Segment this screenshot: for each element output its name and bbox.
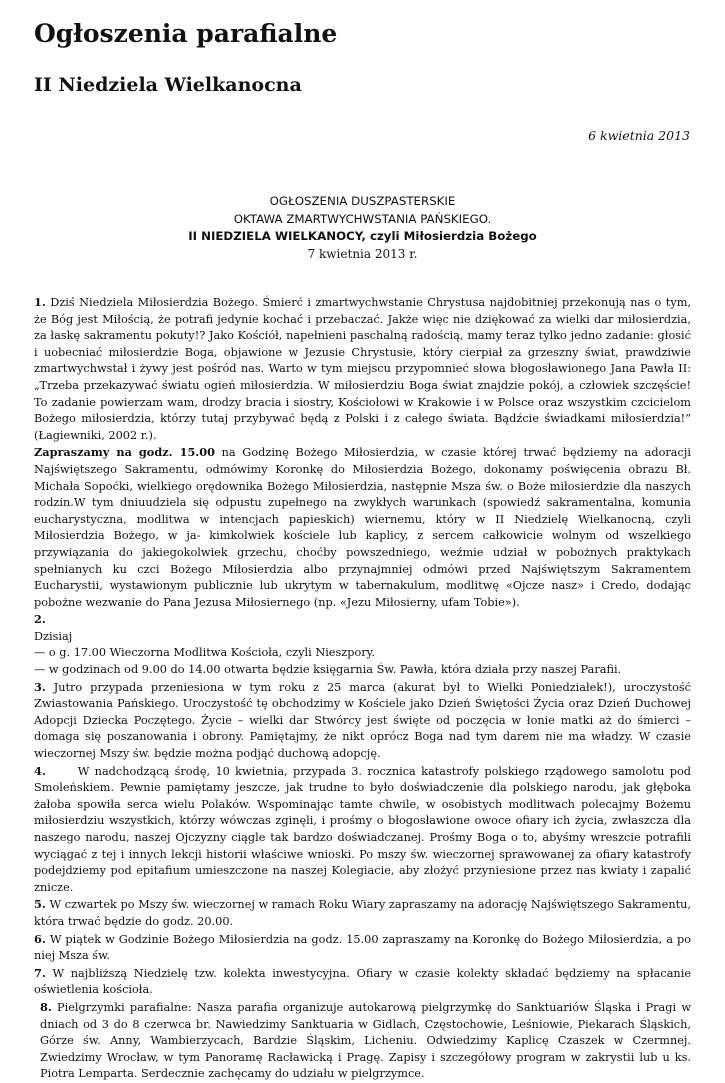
header-line-3: II NIEDZIELA WIELKANOCY, czyli Miłosierdzia Bożego	[188, 229, 537, 244]
header-date: 7 kwietnia 2013 r.	[307, 246, 418, 261]
announcement-text: Dziś Niedziela Miłosierdzia Bożego. Śmierć i zmartwychwstanie Chrystusa najdobitniej przekonują nas o tym, że Bóg jest Miłością, że potrafi jedynie kochać i przebaczać. Jakże więc nie dziękować za wielki dar miłosierdzia, za łaskę sakramentu pokuty!? Jako Kościół, napełnieni paschalną radością, mamy teraz tylko jedno zadanie: głosić i uobecniać miłosierdzie Boga, objawione w Jezusie Chrystusie, który cierpiał za grzeszny świat, prawdziwie zmartwychwstał i żywy jest pośród nas. Warto w tym miejscu przypomnieć słowa błogosławionego Jana Pawła II: „Trzeba przekazywać światu ogień miłosierdzia. W miłosierdziu Boga świat znajdzie pokój, a człowiek szczęście! To zadanie powierzam wam, drodzy bracia i siostry, Kościołowi w Krakowie i w Polsce oraz wszystkim czcicielom Bożego miłosierdzia, którzy tutaj przybywać będą z Polski i z całego świata. Bądźcie świadkami miłosierdzia!” (Łagiewniki, 2002 r.).	[34, 296, 692, 442]
announcements-body	[34, 294, 691, 1083]
announcement-3	[34, 679, 691, 763]
header-line-2: OKTAWA ZMARTWYCHWSTANIA PAŃSKIEGO.	[233, 211, 492, 226]
announcement-text: W czwartek po Mszy św. wieczornej w ramach Roku Wiary zapraszamy na adorację Najświętszego Sakramentu, która trwać będzie do godz. 20.00.	[34, 898, 692, 928]
item-number: 7.	[34, 965, 46, 980]
item-number: 6.	[34, 931, 46, 946]
announcement-1	[34, 294, 691, 444]
item-number: 4.	[34, 763, 46, 778]
announcement-text: na Godzinę Bożego Miłosierdzia, w czasie której trwać będziemy na adoracji Najświętszego Sakramentu, odmówimy Koronkę do Miłosierdzia Bożego, dokonamy poświęcenia obrazu Bł. Michała Sopoćki, wielkiego orędownika Bożego Miłosierdzia, następnie Msza św. o Boże miłosierdzie dla naszych rodzin.W tym dniuudziela się odpustu zupełnego na zwykłych warunkach (spowiedź sakramentalna, komunia eucharystyczna, modlitwa w intencjach papieskich) wiernemu, który w II Niedzielę Wielkanocną, czyli Miłosierdzia Bożego, w ja- kimkolwiek kościele lub kaplicy, z sercem całkowicie wolnym od wszelkiego przywiązania do jakiegokolwiek grzechu, choćby powszedniego, weźmie udział w pobożnych praktykach spełnianych ku czci Bożego Miłosierdzia albo przynajmniej odmówi przed Najświętszym Sakramentem Eucharystii, wystawionym publicznie lub ukrytym w tabernakulum, modlitwę «Ojcze nasz» i Credo, dodając pobożne wezwanie do Pana Jezusa Miłosiernego (np. «Jezu Miłosierny, ufam Tobie»).	[34, 446, 691, 609]
announcement-2-line-c: — w godzinach od 9.00 do 14.00 otwarta będzie księgarnia Św. Pawła, która działa przy naszej Parafii.	[34, 663, 622, 677]
announcement-text: W nadchodzącą środę, 10 kwietnia, przypada 3. rocznica katastrofy polskiego rządowego samolotu pod Smoleńskiem. Pewnie pamiętamy jeszcze, jak trudne to było doświadczenie dla polskiego narodu, jak głęboka żałoba spowiła serca wielu Polaków. Wspominając tamte chwile, w osobistych modlitwach polecajmy Bożemu miłosierdziu wszystkich, którzy wówczas zginęli, i prośmy o błogosławione owoce ofiary ich życia, zwłaszcza dla naszego narodu, naszej Ojczyzny ciągle tak bardzo doświadczanej. Prośmy Boga o to, abyśmy wreszcie potrafili wyciągać z tej i innych lekcji historii właściwe wnioski. Po mszy św. wieczornej sprawowanej za ofiary katastrofy podejdziemy pod epitafium umieszczone na naszej Kolegiacie, aby złożyć przyniesione przez nas kwiaty i zapalić znicze.	[34, 764, 692, 894]
announcement-8	[34, 999, 691, 1083]
item-number: 2.	[34, 612, 46, 627]
announcement-2-line-b: — o g. 17.00 Wieczorna Modlitwa Kościoła, czyli Nieszpory.	[34, 646, 376, 660]
item-number: 5.	[34, 897, 46, 912]
announcement-2	[34, 611, 691, 629]
publication-date: 6 kwietnia 2013	[588, 128, 690, 143]
emphasis-time: Zapraszamy na godz. 15.00	[34, 445, 215, 460]
announcement-6	[34, 931, 691, 965]
announcement-5	[34, 896, 691, 930]
announcement-text: W najbliższą Niedzielę tzw. kolekta inwestycyjna. Ofiary w czasie kolekty składać będziemy na spłacanie oświetlenia kościoła.	[34, 966, 692, 997]
announcement-header	[0, 193, 725, 263]
announcement-2-line-a: Dzisiaj	[34, 629, 73, 643]
announcement-4	[34, 763, 691, 897]
item-number: 8.	[40, 999, 52, 1014]
announcement-text: W piątek w Godzinie Bożego Miłosierdzia na godz. 15.00 zapraszamy na Koronkę do Bożego Miłosierdzia, a po niej Msza św.	[34, 932, 691, 963]
header-line-1: OGŁOSZENIA DUSZPASTERSKIE	[269, 194, 456, 208]
item-number: 1.	[34, 295, 46, 309]
announcement-text: Jutro przypada przeniesiona w tym roku z 25 marca (akurat był to Wielki Poniedziałek!), uroczystość Zwiastowania Pańskiego. Uroczystość tę obchodzimy w Kościele jako Dzień Świętości Życia oraz Dzień Duchowej Adopcji Dziecka Poczętego. Życie – wielki dar Stwórcy jest święte od poczęcia w łonie matki aż do śmierci – domaga się poszanowania i obrony. Pamiętajmy, że nikt oprócz Boga nad tym darem nie ma władzy. W czasie wieczornej Mszy św. będzie można podjąć duchową adopcję.	[34, 680, 691, 761]
announcement-text: Pielgrzymki parafialne: Nasza parafia organizuje autokarową pielgrzymkę do Sanktuariów Śląska i Pragi w dniach od 3 do 8 czerwca br. Nawiedzimy Sanktuaria w Gidlach, Częstochowie, Leśniowie, Piekarach Śląskich, Górze św. Anny, Wambierzycach, Bardzie Śląskim, Licheniu. Odwiedzimy Kaplicę Czaszek w Czermnej. Zwiedzimy Wrocław, w tym Panoramę Racławicką i Pragę. Zapisy i szczegółowy program w zakrystii lub u ks. Piotra Lemparta. Serdecznie zachęcamy do udziału w pielgrzymce.	[40, 1000, 691, 1081]
announcement-1b	[34, 444, 691, 611]
item-number: 3.	[34, 679, 46, 694]
page-subtitle: II Niedziela Wielkanocna	[34, 74, 302, 96]
page-title: Ogłoszenia parafialne	[34, 19, 338, 48]
announcement-7	[34, 965, 691, 999]
